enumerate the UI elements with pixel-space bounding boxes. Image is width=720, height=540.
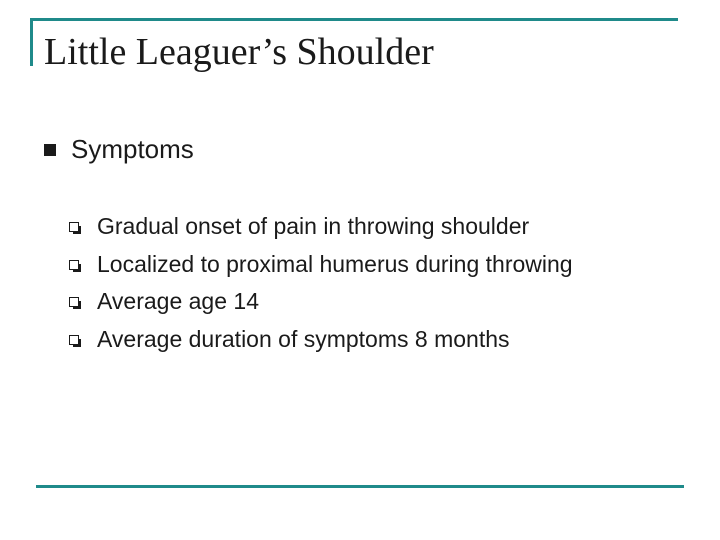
- sub-bullet-item: [97, 321, 573, 359]
- sub-bullet-text: Gradual onset of pain in throwing shoulder: [97, 213, 530, 239]
- hollow-square-bullet-icon: [69, 297, 79, 307]
- hollow-square-bullet-icon: [69, 260, 79, 270]
- sub-bullet-text: Average duration of symptoms 8 months: [97, 325, 510, 352]
- bullet-symptoms: Symptoms: [71, 134, 194, 164]
- sub-bullet-item: [97, 283, 573, 321]
- sub-bullet-item: [97, 246, 573, 284]
- sub-bullet-text: Average age 14: [97, 288, 259, 314]
- sub-bullet-text: Localized to proximal humerus during throwing: [97, 250, 573, 277]
- footer-rule: [36, 485, 684, 488]
- symptoms-sub-list: [97, 208, 573, 358]
- hollow-square-bullet-icon: [69, 335, 79, 345]
- sub-bullet-item: [97, 208, 573, 246]
- slide-title: Little Leaguer’s Shoulder: [44, 31, 434, 73]
- square-bullet-icon: [44, 144, 56, 156]
- hollow-square-bullet-icon: [69, 222, 79, 232]
